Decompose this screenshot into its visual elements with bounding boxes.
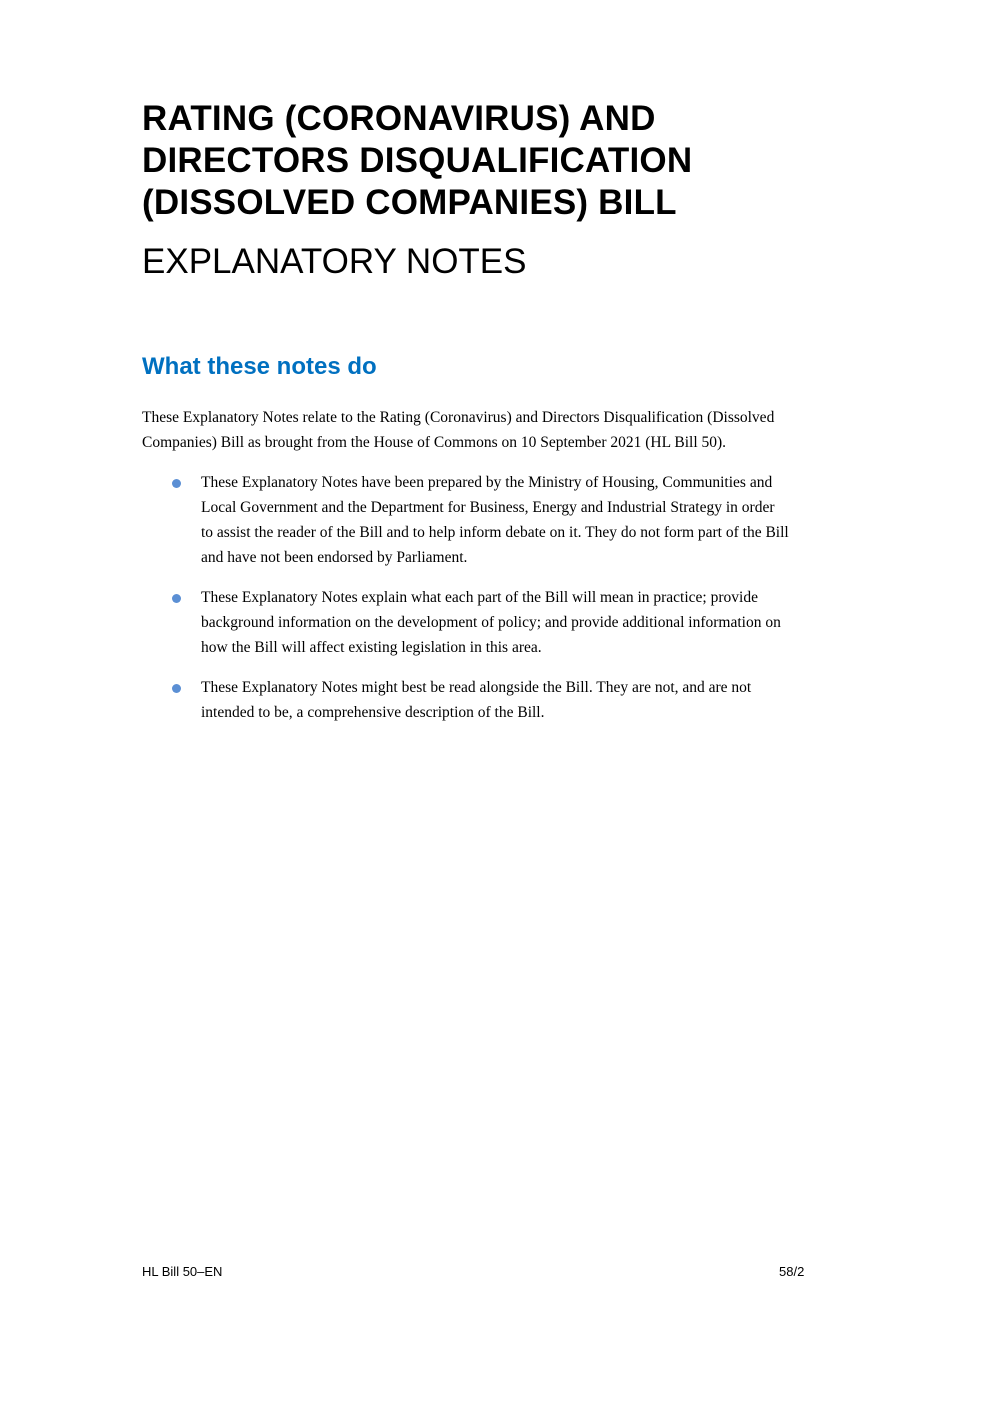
bullet-icon — [172, 684, 181, 693]
intro-line: Companies) Bill as brought from the House of Commons on 10 September 2021 (HL Bill 50). — [142, 434, 727, 451]
section-heading: What these notes do — [142, 353, 377, 380]
footer-bill-number: 58/2 — [779, 1264, 805, 1279]
bullet-list — [142, 470, 912, 740]
bullet-item — [142, 470, 912, 570]
bullet-item — [142, 675, 912, 725]
bullet-line: These Explanatory Notes might best be read alongside the Bill. They are not, and are not — [201, 679, 752, 696]
bullet-icon — [172, 479, 181, 488]
bullet-line: how the Bill will affect existing legislation in this area. — [201, 639, 542, 656]
footer-bill-reference: HL Bill 50–EN — [142, 1264, 223, 1279]
bullet-line: Local Government and the Department for Business, Energy and Industrial Strategy in order — [201, 499, 775, 516]
intro-line: These Explanatory Notes relate to the Rating (Coronavirus) and Directors Disqualification (Dissolved — [142, 409, 775, 426]
title-line: (DISSOLVED COMPANIES) BILL — [142, 183, 677, 222]
document-subtitle: EXPLANATORY NOTES — [142, 242, 527, 281]
bullet-line: to assist the reader of the Bill and to help inform debate on it. They do not form part of the Bill — [201, 524, 789, 541]
bullet-line: background information on the development of policy; and provide additional information on — [201, 614, 781, 631]
bullet-line: These Explanatory Notes explain what each part of the Bill will mean in practice; provide — [201, 589, 758, 606]
bullet-icon — [172, 594, 181, 603]
bullet-line: intended to be, a comprehensive description of the Bill. — [201, 704, 545, 721]
title-line: RATING (CORONAVIRUS) AND — [142, 99, 656, 138]
bullet-line: These Explanatory Notes have been prepared by the Ministry of Housing, Communities and — [201, 474, 773, 491]
bullet-line: and have not been endorsed by Parliament. — [201, 549, 468, 566]
bullet-item — [142, 585, 912, 660]
title-line: DIRECTORS DISQUALIFICATION — [142, 141, 693, 180]
document-title — [142, 98, 902, 224]
intro-paragraph — [142, 405, 902, 455]
